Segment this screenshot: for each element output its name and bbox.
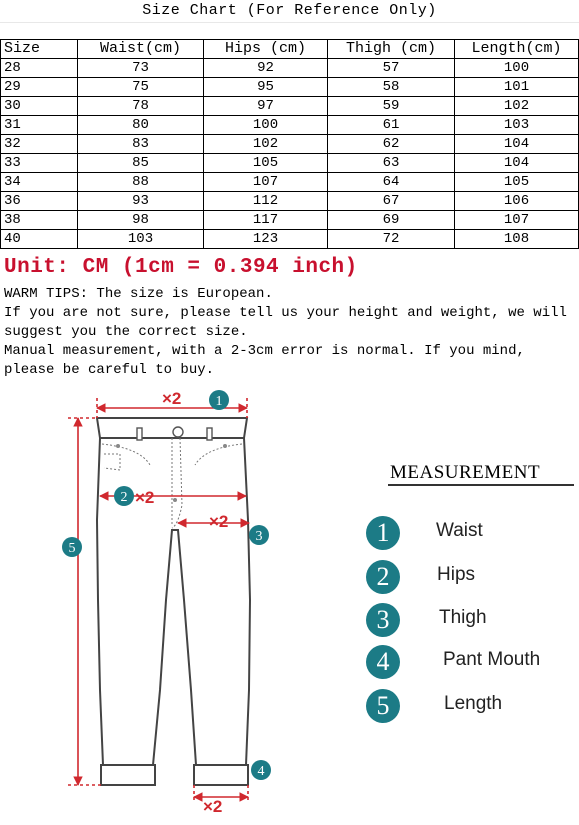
table-cell: 29 <box>1 78 78 97</box>
hips-x2-label: ×2 <box>135 488 155 507</box>
measurement-title-underline <box>388 484 574 486</box>
table-row <box>1 97 579 116</box>
table-cell: 59 <box>328 97 455 116</box>
table-cell: 61 <box>328 116 455 135</box>
jeans-outline <box>97 418 250 785</box>
table-cell: 103 <box>455 116 579 135</box>
table-cell: 73 <box>78 59 204 78</box>
table-cell: 83 <box>78 135 204 154</box>
table-cell: 102 <box>204 135 328 154</box>
table-cell: 40 <box>1 230 78 249</box>
table-cell: 64 <box>328 173 455 192</box>
header-waist: Waist(cm) <box>78 40 204 59</box>
size-table <box>0 39 579 249</box>
number-badge: 2 <box>366 560 400 594</box>
table-row <box>1 230 579 249</box>
table-cell: 100 <box>204 116 328 135</box>
svg-text:4: 4 <box>257 764 265 779</box>
table-cell: 32 <box>1 135 78 154</box>
table-cell: 63 <box>328 154 455 173</box>
table-cell: 117 <box>204 211 328 230</box>
table-cell: 105 <box>455 173 579 192</box>
marker-1 <box>209 390 229 410</box>
table-cell: 102 <box>455 97 579 116</box>
header-hips: Hips (cm) <box>204 40 328 59</box>
table-cell: 100 <box>455 59 579 78</box>
marker-5 <box>62 537 82 557</box>
spacer-row <box>0 22 579 40</box>
svg-text:1: 1 <box>215 394 223 409</box>
table-cell: 112 <box>204 192 328 211</box>
table-cell: 104 <box>455 135 579 154</box>
table-row <box>1 192 579 211</box>
table-cell: 75 <box>78 78 204 97</box>
table-cell: 85 <box>78 154 204 173</box>
table-cell: 57 <box>328 59 455 78</box>
tip-line: If you are not sure, please tell us your height and weight, we will suggest you the correct size. <box>4 305 567 340</box>
table-cell: 67 <box>328 192 455 211</box>
table-cell: 28 <box>1 59 78 78</box>
table-cell: 62 <box>328 135 455 154</box>
right-cuff <box>194 765 248 785</box>
header-thigh: Thigh (cm) <box>328 40 455 59</box>
table-cell: 30 <box>1 97 78 116</box>
table-cell: 103 <box>78 230 204 249</box>
number-badge: 4 <box>366 645 400 679</box>
size-chart-title: Size Chart (For Reference Only) <box>142 2 437 19</box>
unit-note: Unit: CM (1cm = 0.394 inch) <box>4 256 358 279</box>
marker-2 <box>114 486 134 506</box>
left-cuff <box>101 765 155 785</box>
table-row <box>1 59 579 78</box>
table-cell: 34 <box>1 173 78 192</box>
table-cell: 33 <box>1 154 78 173</box>
waistband <box>97 418 247 438</box>
measurement-label: Hips <box>437 564 476 585</box>
tip-line: WARM TIPS: The size is European. <box>4 286 273 302</box>
table-cell: 72 <box>328 230 455 249</box>
table-cell: 58 <box>328 78 455 97</box>
table-cell: 105 <box>204 154 328 173</box>
table-cell: 123 <box>204 230 328 249</box>
measurement-label: Thigh <box>439 607 487 628</box>
table-cell: 36 <box>1 192 78 211</box>
measurement-title: MEASUREMENT <box>390 462 541 483</box>
marker-3 <box>249 525 269 545</box>
table-cell: 101 <box>455 78 579 97</box>
table-cell: 69 <box>328 211 455 230</box>
measurement-label: Length <box>444 693 503 714</box>
svg-text:2: 2 <box>120 490 128 505</box>
header-size: Size <box>1 40 78 59</box>
table-cell: 97 <box>204 97 328 116</box>
measurement-item-pant-mouth <box>366 645 576 681</box>
tips-block <box>4 285 579 380</box>
table-row <box>1 173 579 192</box>
table-cell: 31 <box>1 116 78 135</box>
table-cell: 106 <box>455 192 579 211</box>
table-cell: 107 <box>455 211 579 230</box>
table-cell: 107 <box>204 173 328 192</box>
table-cell: 78 <box>78 97 204 116</box>
number-badge: 1 <box>366 516 400 550</box>
table-cell: 38 <box>1 211 78 230</box>
svg-text:5: 5 <box>68 541 76 556</box>
table-row <box>1 135 579 154</box>
table-header-row <box>1 40 579 59</box>
table-cell: 104 <box>455 154 579 173</box>
tip-line: Manual measurement, with a 2-3cm error is normal. If you mind, please be careful to buy. <box>4 343 525 378</box>
number-badge: 3 <box>366 603 400 637</box>
measurement-label: Pant Mouth <box>443 649 541 670</box>
svg-text:3: 3 <box>255 529 263 544</box>
table-row <box>1 116 579 135</box>
marker-4 <box>251 760 271 780</box>
table-cell: 93 <box>78 192 204 211</box>
table-row <box>1 211 579 230</box>
table-cell: 92 <box>204 59 328 78</box>
measurement-item-thigh <box>366 603 576 639</box>
pant-mouth-x2-label: ×2 <box>203 797 223 816</box>
measurement-item-length <box>366 689 576 725</box>
measurement-label: Waist <box>436 520 483 541</box>
table-cell: 80 <box>78 116 204 135</box>
table-cell: 98 <box>78 211 204 230</box>
thigh-x2-label: ×2 <box>209 512 229 531</box>
table-cell: 108 <box>455 230 579 249</box>
waist-x2-label: ×2 <box>162 389 182 408</box>
table-cell: 95 <box>204 78 328 97</box>
number-badge: 5 <box>366 689 400 723</box>
table-cell: 88 <box>78 173 204 192</box>
measurement-item-waist <box>366 516 576 552</box>
measurement-item-hips <box>366 560 576 596</box>
table-row <box>1 78 579 97</box>
header-length: Length(cm) <box>455 40 579 59</box>
table-row <box>1 154 579 173</box>
